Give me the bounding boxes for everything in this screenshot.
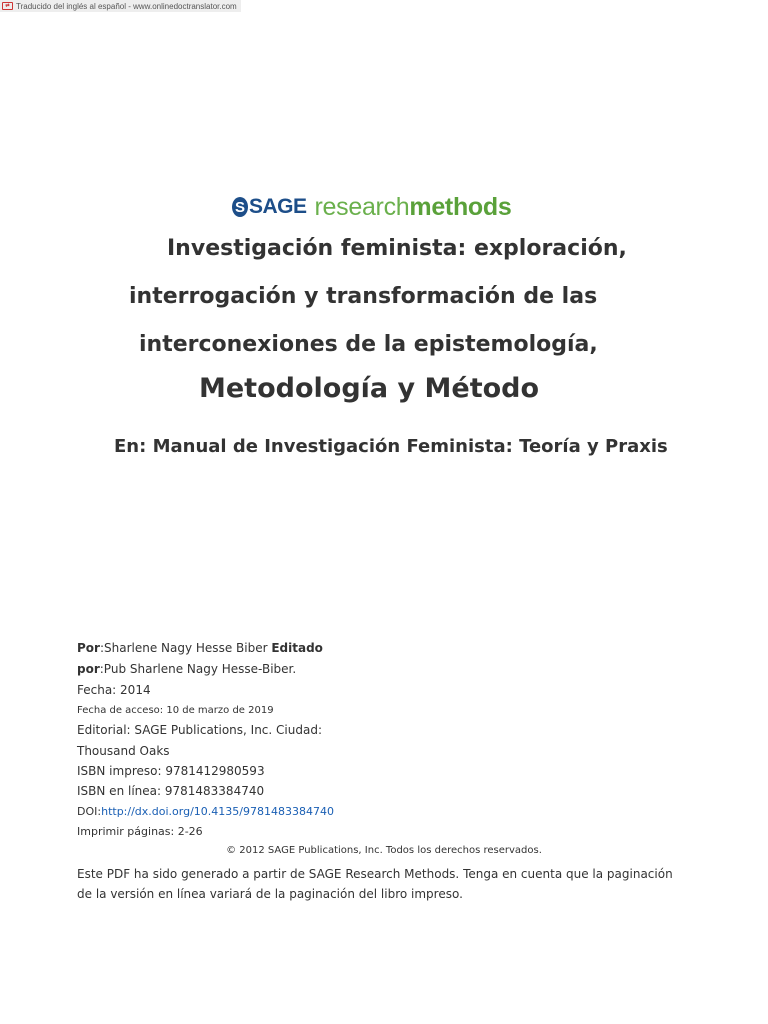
sage-logo-icon: S [232,197,248,217]
banner-text[interactable]: Traducido del inglés al español - www.onlinedoctranslator.com [16,1,237,11]
edited-by-label: por [77,662,100,676]
translator-icon: ⇄ [2,2,13,10]
editor-value: :Pub Sharlene Nagy Hesse-Biber. [99,662,297,676]
doi-line [77,804,334,820]
edited-label: Editado [271,641,323,655]
copyright-notice: © 2012 SAGE Publications, Inc. Todos los derechos reservados. [226,845,542,856]
translation-banner[interactable] [0,0,241,12]
city-line: Thousand Oaks [77,744,170,758]
title-line-3: interconexiones de la epistemología, [139,332,598,357]
by-label: Por [77,641,100,655]
access-date-line: Fecha de acceso: 10 de marzo de 2019 [77,705,274,716]
pages-line: Imprimir páginas: 2-26 [77,825,203,838]
book-subtitle: En: Manual de Investigación Feminista: Teoría y Praxis [114,436,668,457]
doi-label: DOI: [77,805,102,818]
sage-research-methods-logo [232,192,511,222]
logo-methods-text: methods [409,192,512,221]
title-line-4: Metodología y Método [199,373,540,404]
isbn-online-line: ISBN en línea: 9781483384740 [77,784,265,798]
logo-research-text: research [314,192,410,221]
title-line-2: interrogación y transformación de las [129,284,598,309]
logo-sage-text: SAGE [249,195,307,218]
author-line [77,640,323,656]
title-line-1: Investigación feminista: exploración, [167,236,627,261]
editor-line [77,661,296,677]
doi-link[interactable]: http://dx.doi.org/10.4135/9781483384740 [101,805,334,818]
isbn-print-line: ISBN impreso: 9781412980593 [77,764,265,778]
publisher-line: Editorial: SAGE Publications, Inc. Ciudad: [77,723,322,737]
author-value: :Sharlene Nagy Hesse Biber [99,641,272,655]
date-line: Fecha: 2014 [77,683,151,697]
pagination-note: Este PDF ha sido generado a partir de SAGE Research Methods. Tenga en cuenta que la paginación de la versión en línea variará de la paginación del libro impreso. [77,867,673,901]
